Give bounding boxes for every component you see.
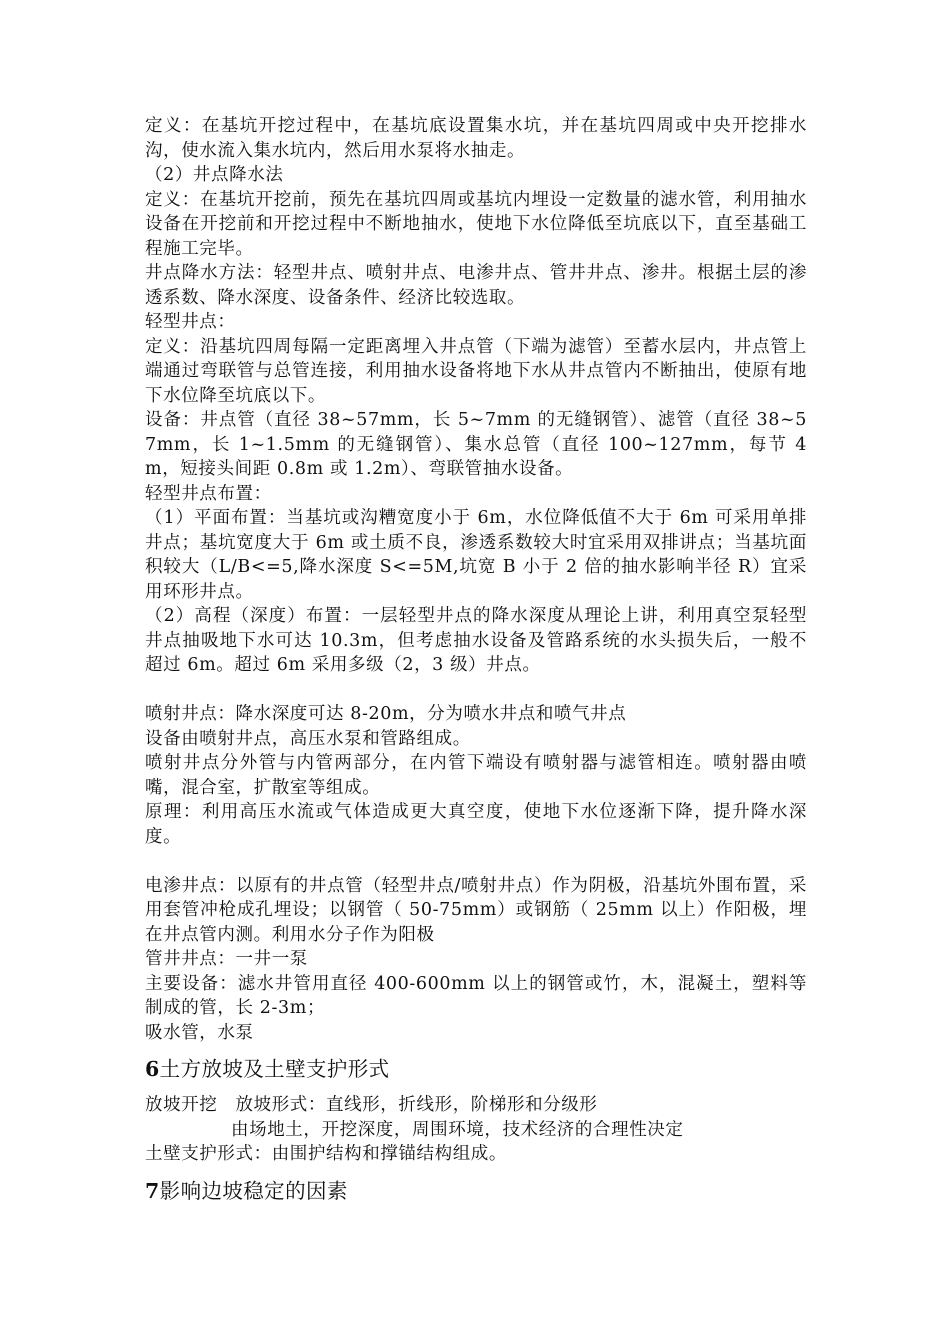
paragraph-definition-light-well-point: 定义：沿基坑四周每隔一定距离埋入井点管（下端为滤管）至蓄水层内，井点管上端通过弯联管与总管连接，利用抽水设备将地下水从井点管内不断抽出，使原有地下水位降至坑底以下。 [145, 336, 807, 406]
paragraph-jet-principle: 原理：利用高压水流或气体造成更大真空度，使地下水位逐渐下降，提升降水深度。 [145, 802, 807, 847]
paragraph-suction-pipe: 吸水管，水泵 [145, 1022, 254, 1043]
paragraph-light-well-point: 轻型井点： [145, 312, 236, 332]
paragraph-jet-structure: 喷射井点分外管与内管两部分，在内管下端设有喷射器与滤管相连。喷射器由喷嘴，混合室，扩散室等组成。 [145, 753, 807, 798]
paragraph-well-point-heading: （2）井点降水法 [145, 165, 284, 185]
slope-determination-line: 由场地土，开挖深度，周围环境，技术经济的合理性决定 [231, 1119, 684, 1140]
slope-excavation-line: 放坡开挖 放坡形式：直线形，折线形，阶梯形和分级形 [145, 1095, 598, 1115]
retaining-form-line: 土壁支护形式：由围护结构和撑锚结构组成。 [145, 1144, 507, 1164]
blank-line [145, 849, 807, 874]
section-7-title: 影响边坡稳定的因素 [159, 1178, 348, 1203]
paragraph-tube-well: 管井井点：一井一泵 [145, 949, 308, 969]
paragraph-main-equipment: 主要设备：滤水井管用直径 400-600mm 以上的钢管或竹，木，混凝土，塑料等制成的管，长 2-3m； [145, 973, 807, 1018]
section-7-number: 7 [145, 1178, 160, 1203]
section-6-title: 土方放坡及土壁支护形式 [159, 1057, 390, 1081]
paragraph-well-point-methods: 井点降水方法：轻型井点、喷射井点、电渗井点、管井井点、渗井。根据土层的渗透系数、降水深度、设备条件、经济比较选取。 [145, 263, 807, 308]
paragraph-definition-collection-pit: 定义：在基坑开挖过程中，在基坑底设置集水坑，并在基坑四周或中央开挖排水沟，使水流入集水坑内，然后用水泵将水抽走。 [145, 116, 807, 161]
paragraph-electro-osmosis: 电渗井点：以原有的井点管（轻型井点/喷射井点）作为阴极，沿基坑外围布置，采用套管冲枪成孔埋设；以钢管（ 50-75mm）或钢筋（ 25mm 以上）作阳极，埋在井点管内测。利用水分子作为阳极 [145, 875, 807, 945]
section-6-number: 6 [145, 1057, 160, 1081]
document-page [145, 114, 807, 1215]
paragraph-definition-well-point: 定义：在基坑开挖前，预先在基坑四周或基坑内埋设一定数量的滤水管，利用抽水设备在开挖前和开挖过程中不断地抽水，使地下水位降低至坑底以下，直至基础工程施工完毕。 [145, 189, 807, 259]
section-7-heading [145, 1177, 807, 1205]
paragraph-equipment: 设备：井点管（直径 38~57mm，长 5~7mm 的无缝钢管）、滤管（直径 38~57mm，长 1~1.5mm 的无缝钢管）、集水总管（直径 100~127mm，每节 4m，短接头间距 0.8m 或 1.2m）、弯联管抽水设备。 [145, 410, 807, 479]
paragraph-jet-well-point: 喷射井点：降水深度可达 8-20m，分为喷水井点和喷气井点 [145, 704, 627, 724]
blank-line [145, 678, 807, 703]
paragraph-plane-layout: （1）平面布置：当基坑或沟糟宽度小于 6m，水位降低值不大于 6m 可采用单排井点；基坑宽度大于 6m 或土质不良，渗透系数较大时宜采用双排讲点；当基坑面积较大（L/B<=5,降水深度 S<=5M,坑宽 B 小于 2 倍的抽水影响半径 R）宜采用环形井点。 [145, 508, 807, 602]
paragraph-layout-heading: 轻型井点布置： [145, 483, 272, 504]
paragraph-elevation-layout: （2）高程（深度）布置：一层轻型井点的降水深度从理论上讲，利用真空泵轻型井点抽吸地下水可达 10.3m，但考虑抽水设备及管路系统的水头损失后，一般不超过 6m。超过 6m 采用多级（2，3 级）井点。 [145, 606, 807, 675]
section-6-heading [145, 1055, 807, 1083]
paragraph-jet-equipment: 设备由喷射井点，高压水泵和管路组成。 [145, 728, 471, 749]
